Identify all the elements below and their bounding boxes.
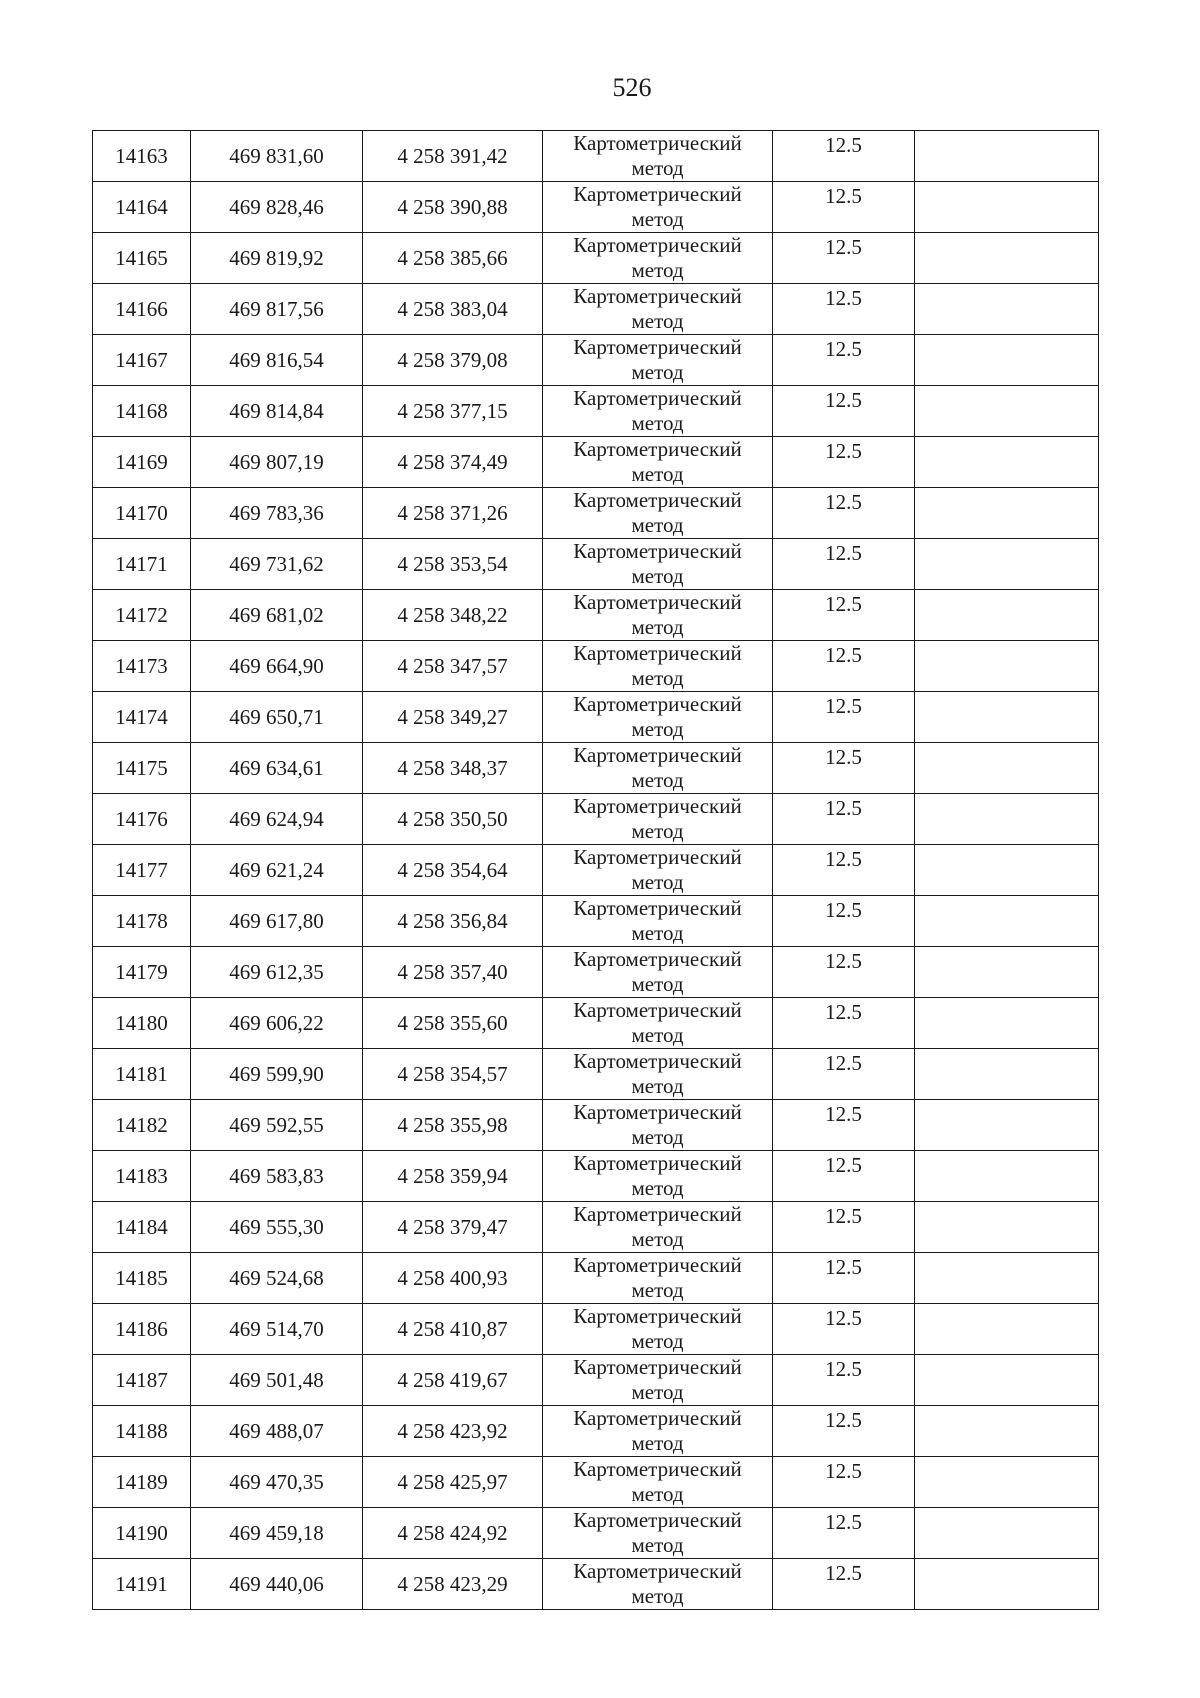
- method-text-line2: метод: [631, 1176, 684, 1200]
- method-text-line2: метод: [631, 258, 684, 282]
- method-text-line1: Картометрический: [573, 998, 742, 1022]
- page-number: 526: [612, 73, 652, 102]
- method-text-line1: Картометрический: [573, 1049, 742, 1073]
- method-text-line2: метод: [631, 870, 684, 894]
- note-cell: [915, 284, 1099, 335]
- coordinate-x-cell: 469 606,22: [191, 998, 363, 1049]
- method-cell: [543, 641, 773, 692]
- table-row: [93, 1151, 1099, 1202]
- coordinates-table-body: [93, 131, 1099, 1610]
- coordinate-y-cell: 4 258 354,64: [363, 845, 543, 896]
- accuracy-cell: 12.5: [773, 743, 915, 794]
- coordinate-x-cell: 469 488,07: [191, 1406, 363, 1457]
- coordinate-x-cell: 469 592,55: [191, 1100, 363, 1151]
- accuracy-cell: 12.5: [773, 1049, 915, 1100]
- accuracy-cell: 12.5: [773, 437, 915, 488]
- method-text-line2: метод: [631, 1533, 684, 1557]
- method-text-line1: Картометрический: [573, 539, 742, 563]
- table-row: [93, 1253, 1099, 1304]
- coordinate-y-cell: 4 258 379,08: [363, 335, 543, 386]
- point-number-cell: 14168: [93, 386, 191, 437]
- note-cell: [915, 539, 1099, 590]
- coordinate-x-cell: 469 819,92: [191, 233, 363, 284]
- table-row: [93, 590, 1099, 641]
- point-number-cell: 14165: [93, 233, 191, 284]
- coordinate-y-cell: 4 258 353,54: [363, 539, 543, 590]
- coordinate-y-cell: 4 258 355,98: [363, 1100, 543, 1151]
- method-cell: [543, 1355, 773, 1406]
- coordinate-y-cell: 4 258 425,97: [363, 1457, 543, 1508]
- method-text-line2: метод: [631, 207, 684, 231]
- coordinate-y-cell: 4 258 423,29: [363, 1559, 543, 1610]
- table-row: [93, 1304, 1099, 1355]
- accuracy-cell: 12.5: [773, 590, 915, 641]
- coordinate-y-cell: 4 258 349,27: [363, 692, 543, 743]
- coordinate-y-cell: 4 258 347,57: [363, 641, 543, 692]
- method-text-line2: метод: [631, 666, 684, 690]
- accuracy-cell: 12.5: [773, 998, 915, 1049]
- point-number-cell: 14172: [93, 590, 191, 641]
- method-cell: [543, 1559, 773, 1610]
- coordinate-y-cell: 4 258 410,87: [363, 1304, 543, 1355]
- accuracy-cell: 12.5: [773, 182, 915, 233]
- coordinate-x-cell: 469 731,62: [191, 539, 363, 590]
- accuracy-cell: 12.5: [773, 1100, 915, 1151]
- accuracy-cell: 12.5: [773, 947, 915, 998]
- table-row: [93, 131, 1099, 182]
- method-text-line2: метод: [631, 1380, 684, 1404]
- accuracy-cell: 12.5: [773, 335, 915, 386]
- method-text-line1: Картометрический: [573, 1253, 742, 1277]
- coordinates-table: [92, 130, 1099, 1610]
- coordinate-y-cell: 4 258 348,22: [363, 590, 543, 641]
- coordinate-x-cell: 469 599,90: [191, 1049, 363, 1100]
- method-text-line1: Картометрический: [573, 896, 742, 920]
- note-cell: [915, 1049, 1099, 1100]
- method-cell: [543, 1049, 773, 1100]
- table-row: [93, 1202, 1099, 1253]
- note-cell: [915, 1355, 1099, 1406]
- point-number-cell: 14183: [93, 1151, 191, 1202]
- table-row: [93, 1049, 1099, 1100]
- method-cell: [543, 590, 773, 641]
- method-text-line1: Картометрический: [573, 1151, 742, 1175]
- table-row: [93, 998, 1099, 1049]
- table-row: [93, 386, 1099, 437]
- accuracy-cell: 12.5: [773, 1559, 915, 1610]
- method-text-line2: метод: [631, 921, 684, 945]
- accuracy-cell: 12.5: [773, 641, 915, 692]
- note-cell: [915, 1100, 1099, 1151]
- table-row: [93, 539, 1099, 590]
- note-cell: [915, 1406, 1099, 1457]
- note-cell: [915, 1508, 1099, 1559]
- method-text-line2: метод: [631, 1023, 684, 1047]
- point-number-cell: 14176: [93, 794, 191, 845]
- coordinate-x-cell: 469 501,48: [191, 1355, 363, 1406]
- method-cell: [543, 692, 773, 743]
- table-row: [93, 1457, 1099, 1508]
- coordinate-y-cell: 4 258 356,84: [363, 896, 543, 947]
- note-cell: [915, 1304, 1099, 1355]
- coordinate-x-cell: 469 459,18: [191, 1508, 363, 1559]
- point-number-cell: 14178: [93, 896, 191, 947]
- method-cell: [543, 1406, 773, 1457]
- point-number-cell: 14166: [93, 284, 191, 335]
- coordinate-y-cell: 4 258 350,50: [363, 794, 543, 845]
- note-cell: [915, 437, 1099, 488]
- point-number-cell: 14187: [93, 1355, 191, 1406]
- method-cell: [543, 1202, 773, 1253]
- point-number-cell: 14175: [93, 743, 191, 794]
- point-number-cell: 14186: [93, 1304, 191, 1355]
- note-cell: [915, 131, 1099, 182]
- coordinate-y-cell: 4 258 359,94: [363, 1151, 543, 1202]
- point-number-cell: 14170: [93, 488, 191, 539]
- method-text-line2: метод: [631, 156, 684, 180]
- note-cell: [915, 1202, 1099, 1253]
- note-cell: [915, 590, 1099, 641]
- accuracy-cell: 12.5: [773, 1457, 915, 1508]
- method-text-line1: Картометрический: [573, 1100, 742, 1124]
- point-number-cell: 14181: [93, 1049, 191, 1100]
- method-cell: [543, 182, 773, 233]
- method-cell: [543, 1457, 773, 1508]
- accuracy-cell: 12.5: [773, 692, 915, 743]
- accuracy-cell: 12.5: [773, 1406, 915, 1457]
- coordinate-x-cell: 469 440,06: [191, 1559, 363, 1610]
- method-text-line2: метод: [631, 462, 684, 486]
- coordinate-x-cell: 469 524,68: [191, 1253, 363, 1304]
- coordinate-x-cell: 469 617,80: [191, 896, 363, 947]
- method-text-line2: метод: [631, 309, 684, 333]
- accuracy-cell: 12.5: [773, 284, 915, 335]
- method-text-line1: Картометрический: [573, 1508, 742, 1532]
- method-cell: [543, 1304, 773, 1355]
- method-cell: [543, 845, 773, 896]
- table-row: [93, 1355, 1099, 1406]
- accuracy-cell: 12.5: [773, 1508, 915, 1559]
- point-number-cell: 14189: [93, 1457, 191, 1508]
- coordinate-y-cell: 4 258 423,92: [363, 1406, 543, 1457]
- table-row: [93, 692, 1099, 743]
- coordinate-x-cell: 469 621,24: [191, 845, 363, 896]
- table-row: [93, 845, 1099, 896]
- coordinate-x-cell: 469 514,70: [191, 1304, 363, 1355]
- note-cell: [915, 1457, 1099, 1508]
- method-text-line2: метод: [631, 360, 684, 384]
- accuracy-cell: 12.5: [773, 1304, 915, 1355]
- method-text-line1: Картометрический: [573, 386, 742, 410]
- point-number-cell: 14179: [93, 947, 191, 998]
- point-number-cell: 14188: [93, 1406, 191, 1457]
- accuracy-cell: 12.5: [773, 131, 915, 182]
- method-text-line1: Картометрический: [573, 743, 742, 767]
- method-text-line1: Картометрический: [573, 1355, 742, 1379]
- point-number-cell: 14177: [93, 845, 191, 896]
- note-cell: [915, 233, 1099, 284]
- method-text-line2: метод: [631, 768, 684, 792]
- accuracy-cell: 12.5: [773, 539, 915, 590]
- accuracy-cell: 12.5: [773, 845, 915, 896]
- note-cell: [915, 692, 1099, 743]
- accuracy-cell: 12.5: [773, 386, 915, 437]
- point-number-cell: 14191: [93, 1559, 191, 1610]
- method-text-line2: метод: [631, 564, 684, 588]
- point-number-cell: 14174: [93, 692, 191, 743]
- coordinate-x-cell: 469 816,54: [191, 335, 363, 386]
- method-text-line1: Картометрический: [573, 1202, 742, 1226]
- method-text-line2: метод: [631, 513, 684, 537]
- note-cell: [915, 947, 1099, 998]
- table-row: [93, 1559, 1099, 1610]
- table-row: [93, 1406, 1099, 1457]
- method-text-line2: метод: [631, 819, 684, 843]
- method-text-line1: Картометрический: [573, 1304, 742, 1328]
- table-row: [93, 896, 1099, 947]
- coordinate-x-cell: 469 612,35: [191, 947, 363, 998]
- coordinate-x-cell: 469 831,60: [191, 131, 363, 182]
- method-cell: [543, 794, 773, 845]
- method-cell: [543, 335, 773, 386]
- coordinate-x-cell: 469 828,46: [191, 182, 363, 233]
- accuracy-cell: 12.5: [773, 1253, 915, 1304]
- method-text-line2: метод: [631, 972, 684, 996]
- coordinate-x-cell: 469 650,71: [191, 692, 363, 743]
- method-text-line1: Картометрический: [573, 794, 742, 818]
- table-row: [93, 743, 1099, 794]
- table-row: [93, 947, 1099, 998]
- method-cell: [543, 386, 773, 437]
- method-text-line1: Картометрический: [573, 131, 742, 155]
- point-number-cell: 14163: [93, 131, 191, 182]
- note-cell: [915, 896, 1099, 947]
- method-text-line1: Картометрический: [573, 488, 742, 512]
- method-cell: [543, 1100, 773, 1151]
- method-cell: [543, 998, 773, 1049]
- method-text-line1: Картометрический: [573, 1457, 742, 1481]
- method-cell: [543, 743, 773, 794]
- note-cell: [915, 998, 1099, 1049]
- method-cell: [543, 437, 773, 488]
- method-text-line2: метод: [631, 1329, 684, 1353]
- coordinate-y-cell: 4 258 379,47: [363, 1202, 543, 1253]
- point-number-cell: 14164: [93, 182, 191, 233]
- method-cell: [543, 1253, 773, 1304]
- table-row: [93, 641, 1099, 692]
- method-cell: [543, 896, 773, 947]
- point-number-cell: 14182: [93, 1100, 191, 1151]
- accuracy-cell: 12.5: [773, 488, 915, 539]
- coordinate-x-cell: 469 817,56: [191, 284, 363, 335]
- method-text-line1: Картометрический: [573, 437, 742, 461]
- method-text-line2: метод: [631, 411, 684, 435]
- table-row: [93, 1100, 1099, 1151]
- table-row: [93, 794, 1099, 845]
- method-cell: [543, 1151, 773, 1202]
- method-text-line1: Картометрический: [573, 335, 742, 359]
- method-text-line1: Картометрический: [573, 233, 742, 257]
- coordinate-x-cell: 469 470,35: [191, 1457, 363, 1508]
- note-cell: [915, 743, 1099, 794]
- coordinate-y-cell: 4 258 419,67: [363, 1355, 543, 1406]
- coordinate-y-cell: 4 258 374,49: [363, 437, 543, 488]
- method-cell: [543, 488, 773, 539]
- method-cell: [543, 131, 773, 182]
- note-cell: [915, 488, 1099, 539]
- method-cell: [543, 1508, 773, 1559]
- method-text-line1: Картометрический: [573, 284, 742, 308]
- note-cell: [915, 386, 1099, 437]
- method-cell: [543, 539, 773, 590]
- method-text-line1: Картометрический: [573, 182, 742, 206]
- method-text-line1: Картометрический: [573, 1406, 742, 1430]
- table-row: [93, 233, 1099, 284]
- method-text-line2: метод: [631, 1227, 684, 1251]
- table-row: [93, 488, 1099, 539]
- method-cell: [543, 233, 773, 284]
- method-text-line1: Картометрический: [573, 641, 742, 665]
- method-text-line2: метод: [631, 1431, 684, 1455]
- point-number-cell: 14169: [93, 437, 191, 488]
- coordinate-x-cell: 469 583,83: [191, 1151, 363, 1202]
- accuracy-cell: 12.5: [773, 1355, 915, 1406]
- coordinate-x-cell: 469 555,30: [191, 1202, 363, 1253]
- coordinate-y-cell: 4 258 354,57: [363, 1049, 543, 1100]
- coordinate-y-cell: 4 258 390,88: [363, 182, 543, 233]
- accuracy-cell: 12.5: [773, 896, 915, 947]
- coordinate-y-cell: 4 258 357,40: [363, 947, 543, 998]
- note-cell: [915, 845, 1099, 896]
- method-text-line1: Картометрический: [573, 590, 742, 614]
- table-row: [93, 284, 1099, 335]
- coordinate-y-cell: 4 258 355,60: [363, 998, 543, 1049]
- accuracy-cell: 12.5: [773, 1202, 915, 1253]
- method-text-line2: метод: [631, 717, 684, 741]
- coordinate-x-cell: 469 783,36: [191, 488, 363, 539]
- method-text-line2: метод: [631, 1482, 684, 1506]
- coordinate-x-cell: 469 807,19: [191, 437, 363, 488]
- coordinate-y-cell: 4 258 348,37: [363, 743, 543, 794]
- method-text-line2: метод: [631, 1584, 684, 1608]
- point-number-cell: 14167: [93, 335, 191, 386]
- note-cell: [915, 1253, 1099, 1304]
- table-row: [93, 182, 1099, 233]
- table-row: [93, 335, 1099, 386]
- coordinate-x-cell: 469 634,61: [191, 743, 363, 794]
- method-text-line1: Картометрический: [573, 1559, 742, 1583]
- note-cell: [915, 1559, 1099, 1610]
- coordinate-y-cell: 4 258 424,92: [363, 1508, 543, 1559]
- accuracy-cell: 12.5: [773, 1151, 915, 1202]
- coordinate-x-cell: 469 681,02: [191, 590, 363, 641]
- coordinate-y-cell: 4 258 371,26: [363, 488, 543, 539]
- note-cell: [915, 335, 1099, 386]
- coordinate-y-cell: 4 258 391,42: [363, 131, 543, 182]
- method-text-line2: метод: [631, 1074, 684, 1098]
- method-cell: [543, 284, 773, 335]
- note-cell: [915, 641, 1099, 692]
- note-cell: [915, 182, 1099, 233]
- table-row: [93, 437, 1099, 488]
- point-number-cell: 14184: [93, 1202, 191, 1253]
- method-text-line2: метод: [631, 1125, 684, 1149]
- point-number-cell: 14173: [93, 641, 191, 692]
- coordinate-y-cell: 4 258 377,15: [363, 386, 543, 437]
- method-text-line1: Картометрический: [573, 845, 742, 869]
- coordinate-y-cell: 4 258 400,93: [363, 1253, 543, 1304]
- method-text-line1: Картометрический: [573, 692, 742, 716]
- point-number-cell: 14180: [93, 998, 191, 1049]
- coordinate-x-cell: 469 664,90: [191, 641, 363, 692]
- coordinate-x-cell: 469 814,84: [191, 386, 363, 437]
- method-text-line2: метод: [631, 615, 684, 639]
- method-text-line2: метод: [631, 1278, 684, 1302]
- accuracy-cell: 12.5: [773, 233, 915, 284]
- table-row: [93, 1508, 1099, 1559]
- point-number-cell: 14171: [93, 539, 191, 590]
- note-cell: [915, 794, 1099, 845]
- coordinate-y-cell: 4 258 385,66: [363, 233, 543, 284]
- method-cell: [543, 947, 773, 998]
- method-text-line1: Картометрический: [573, 947, 742, 971]
- coordinate-x-cell: 469 624,94: [191, 794, 363, 845]
- coordinate-y-cell: 4 258 383,04: [363, 284, 543, 335]
- note-cell: [915, 1151, 1099, 1202]
- accuracy-cell: 12.5: [773, 794, 915, 845]
- point-number-cell: 14190: [93, 1508, 191, 1559]
- point-number-cell: 14185: [93, 1253, 191, 1304]
